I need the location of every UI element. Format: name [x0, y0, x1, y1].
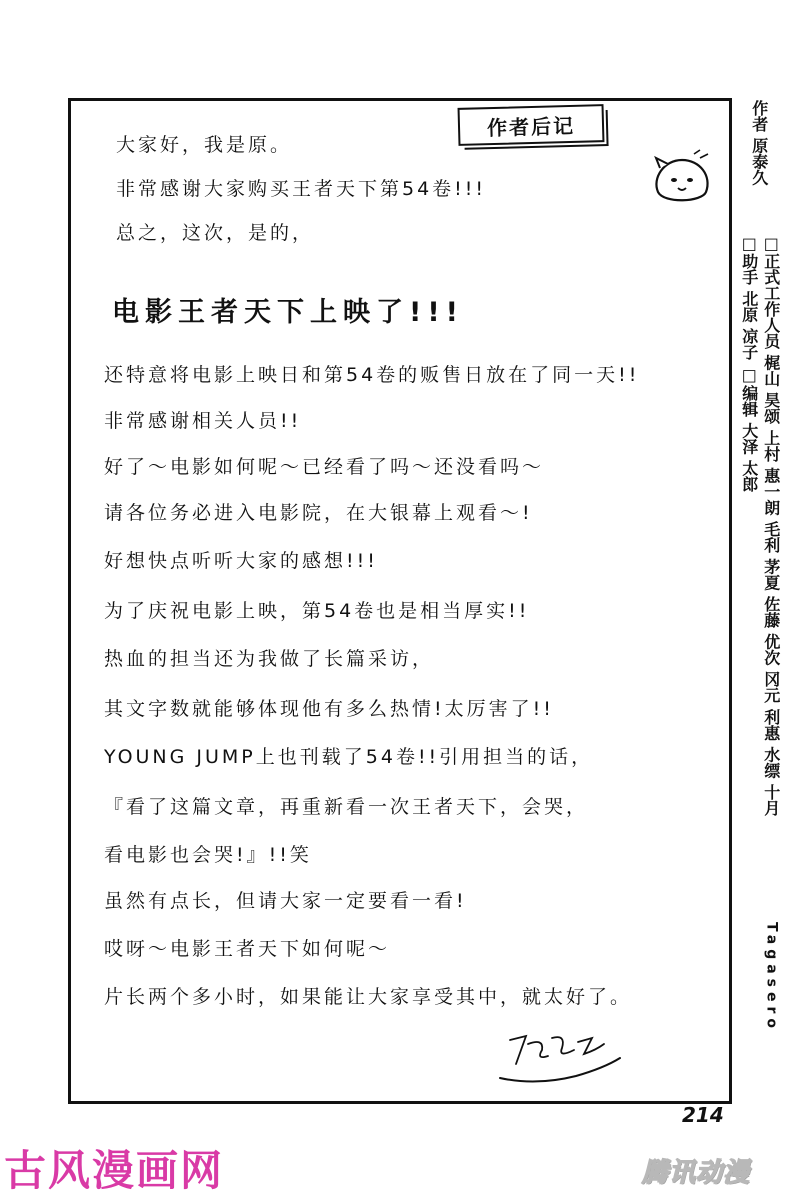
- text-line: 哎呀～电影王者天下如何呢～: [104, 938, 391, 960]
- text-line: YOUNG JUMP上也刊载了54卷!!引用担当的话，: [104, 746, 594, 768]
- text-line: 其文字数就能够体现他有多么热情!太厉害了!!: [104, 698, 554, 720]
- credit-assistant-column: □助手 北原 凉子 □编辑 大泽 太郎: [739, 234, 759, 492]
- text-line: 热血的担当还为我做了长篇采访，: [104, 648, 435, 670]
- page-title: 作者后记: [458, 104, 605, 146]
- text-line: 为了庆祝电影上映，第54卷也是相当厚实!!: [104, 600, 530, 622]
- credit-staff-column: □正式工作人员 梶山 昊颂 上村 惠一朗 毛利 茅夏 佐藤 优次 冈元 利惠 水缥 十月: [761, 234, 781, 816]
- credit-staff-latin: Tagasero: [763, 922, 780, 1034]
- text-line: 片长两个多小时，如果能让大家享受其中，就太好了。: [104, 986, 633, 1008]
- text-line: 非常感谢大家购买王者天下第54卷!!!: [116, 178, 487, 200]
- text-line: 大家好，我是原。: [116, 134, 293, 156]
- staff-credits: [738, 98, 786, 1098]
- text-line: 好了～电影如何呢～已经看了吗～还没看吗～: [104, 456, 545, 478]
- text-line: 非常感谢相关人员!!: [104, 410, 302, 432]
- text-line: 好想快点听听大家的感想!!!: [104, 550, 378, 572]
- text-line: 看电影也会哭!』!!笑: [104, 844, 312, 866]
- text-line: 总之，这次，是的，: [116, 222, 315, 244]
- credit-author: 作者 原泰久: [749, 100, 769, 186]
- text-line: 『看了这篇文章，再重新看一次王者天下，会哭，: [104, 796, 589, 818]
- author-signature-icon: [496, 1020, 624, 1090]
- watermark-right: 腾讯动漫: [642, 1158, 751, 1188]
- headline-line: 电影王者天下上映了!!!: [112, 297, 464, 328]
- page-number: 214: [682, 1103, 724, 1127]
- text-line: 还特意将电影上映日和第54卷的贩售日放在了同一天!!: [104, 364, 640, 386]
- text-line: 虽然有点长，但请大家一定要看一看!: [104, 890, 467, 912]
- watermark-left: 古风漫画网: [4, 1146, 225, 1195]
- text-line: 请各位务必进入电影院，在大银幕上观看～!: [104, 502, 533, 524]
